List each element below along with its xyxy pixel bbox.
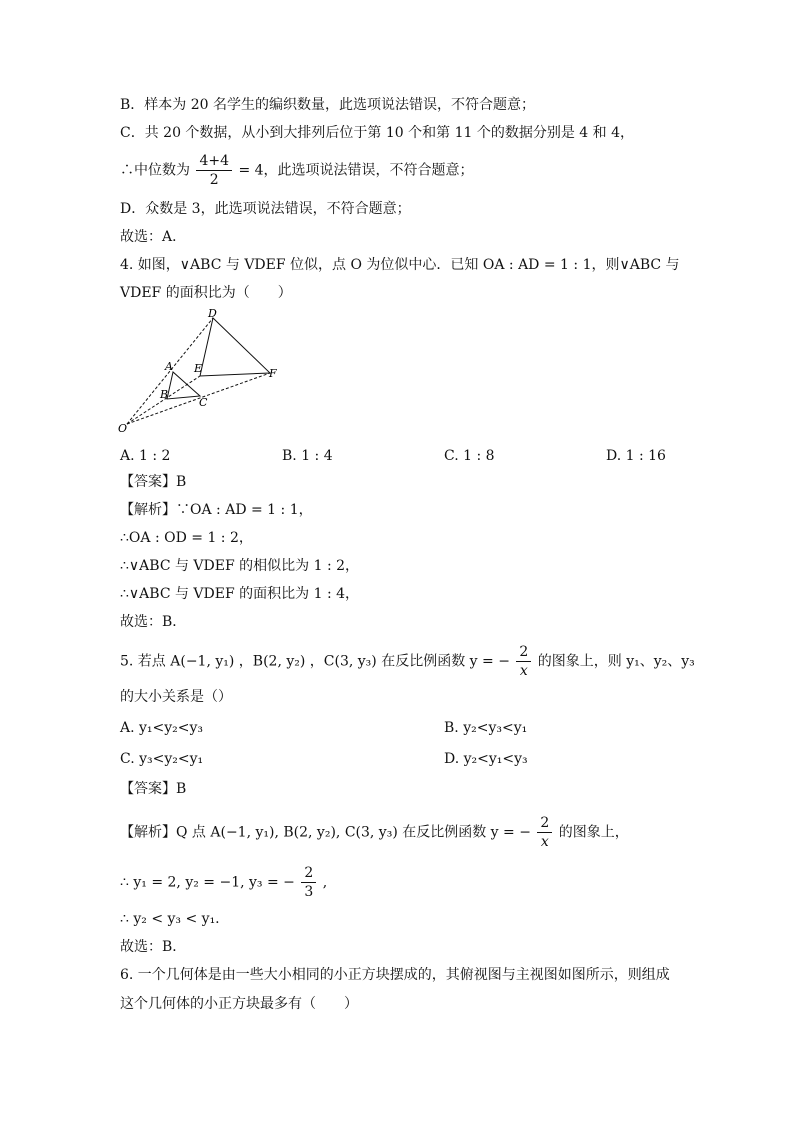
q4-answer: 【答案】B xyxy=(120,474,187,490)
q4-stem-line1: 4. 如图，∨ABC 与 VDEF 位似，点 O 为位似中心．已知 OA : AD = 1 : 1，则∨ABC 与 xyxy=(120,257,680,273)
q6-stem-line1: 6. 一个几何体是由一些大小相同的小正方块摆成的，其俯视图与主视图如图所示，则组成 xyxy=(120,967,670,983)
q4-option-d: D. 1 : 16 xyxy=(606,448,666,464)
q5-analysis-2-fraction xyxy=(301,864,316,901)
q5-analysis-num: 2 xyxy=(537,814,552,833)
label-e: E xyxy=(194,362,203,375)
label-o: O xyxy=(118,422,128,435)
q5-analysis-1-suffix: 的图象上， xyxy=(558,824,629,841)
q3-median-fraction xyxy=(196,152,232,189)
q5-stem-fraction xyxy=(516,643,531,680)
q3-line-c: C．共 20 个数据，从小到大排列后位于第 10 个和第 11 个的数据分别是 4 和 4， xyxy=(120,125,635,141)
q5-option-d: D. y₂<y₁<y₃ xyxy=(444,751,528,767)
q4-option-c: C. 1 : 8 xyxy=(444,448,495,464)
q5-choice: 故选：B． xyxy=(120,939,187,955)
q5-answer: 【答案】B xyxy=(120,781,187,797)
triangle-abc xyxy=(167,372,200,399)
q4-option-a: A. 1 : 2 xyxy=(120,448,171,464)
q3-median-line xyxy=(120,152,474,189)
q4-analysis-1: 【解析】∵OA : AD = 1 : 1， xyxy=(120,502,313,518)
q5-analysis-1 xyxy=(120,814,629,851)
q3-median-suffix: = 4，此选项说法错误，不符合题意； xyxy=(238,162,474,179)
q4-analysis-3: ∴∨ABC 与 VDEF 的相似比为 1 : 2， xyxy=(120,558,360,574)
q5-stem-line1 xyxy=(120,643,695,680)
label-a: A xyxy=(165,360,173,373)
label-c: C xyxy=(199,396,208,409)
q5-analysis-2-suffix: , xyxy=(322,874,328,891)
q3-choice: 故选：A． xyxy=(120,229,187,245)
q4-option-b: B. 1 : 4 xyxy=(282,448,333,464)
q5-analysis-1-prefix: 【解析】Q 点 A(−1, y₁), B(2, y₂), C(3, y₃) 在反比例函数 y = − xyxy=(120,824,531,841)
q3-median-num: 4+4 xyxy=(196,152,232,171)
q5-analysis-den: x xyxy=(540,834,549,850)
q5-analysis-2-num: 2 xyxy=(301,864,316,883)
q3-line-b: B．样本为 20 名学生的编织数量，此选项说法错误，不符合题意； xyxy=(120,97,536,113)
q4-analysis-2: ∴OA : OD = 1 : 2， xyxy=(120,530,253,546)
q5-stem-num: 2 xyxy=(516,643,531,662)
q4-stem-line2: VDEF 的面积比为（ ） xyxy=(120,285,292,301)
q5-option-b: B. y₂<y₃<y₁ xyxy=(444,720,528,736)
label-d: D xyxy=(208,308,217,320)
q5-option-c: C. y₃<y₂<y₁ xyxy=(120,751,204,767)
q5-stem-den: x xyxy=(519,663,528,679)
q5-stem-suffix: 的图象上，则 y₁、y₂、y₃ xyxy=(537,653,695,670)
q5-analysis-2-den: 3 xyxy=(304,884,314,900)
label-f: F xyxy=(269,367,277,380)
q3-median-den: 2 xyxy=(209,172,219,188)
q5-analysis-2-prefix: ∴ y₁ = 2, y₂ = −1, y₃ = − xyxy=(120,874,295,891)
q5-analysis-fraction xyxy=(537,814,552,851)
q5-option-a: A. y₁<y₂<y₃ xyxy=(120,720,204,736)
label-b: B xyxy=(160,388,169,401)
q5-analysis-3: ∴ y₂ < y₃ < y₁. xyxy=(120,911,220,927)
triangle-def xyxy=(200,318,270,376)
q3-line-d: D．众数是 3，此选项说法错误，不符合题意； xyxy=(120,201,411,217)
q5-analysis-2 xyxy=(120,864,327,901)
q5-stem-prefix: 5. 若点 A(−1, y₁) ，B(2, y₂) ，C(3, y₃) 在反比例函数 y = − xyxy=(120,653,510,670)
q5-stem-line2: 的大小关系是（） xyxy=(120,689,232,705)
q4-figure xyxy=(110,308,290,438)
q4-analysis-4: ∴∨ABC 与 VDEF 的面积比为 1 : 4， xyxy=(120,586,360,602)
q6-stem-line2: 这个几何体的小正方块最多有（ ） xyxy=(120,996,358,1012)
q3-median-prefix: ∴中位数为 xyxy=(120,162,190,179)
q4-analysis-5: 故选：B． xyxy=(120,614,187,630)
